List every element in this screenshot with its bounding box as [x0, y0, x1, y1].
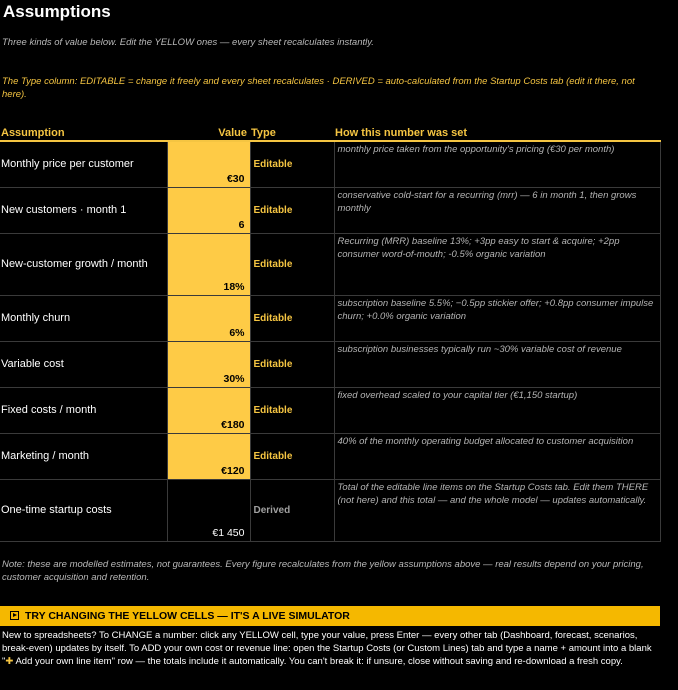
live-simulator-banner — [0, 606, 660, 626]
assumption-value-cell[interactable]: €120 — [167, 433, 250, 479]
assumption-value-cell[interactable]: 30% — [167, 341, 250, 387]
assumption-value-cell[interactable]: 18% — [167, 233, 250, 295]
assumption-name: Variable cost — [0, 341, 167, 387]
help-text-part2: Add your own line item" row — the totals include it automatically. You can't break it: if unsure, close without saving and re-download a fresh copy. — [13, 656, 623, 667]
type-column-note: The Type column: EDITABLE = change it freely and every sheet recalculates · DERIVED = auto-calculated from the Startup Costs tab (edit it there, not here). — [2, 76, 635, 100]
header-value: Value — [167, 122, 250, 141]
assumption-type: Editable — [250, 187, 334, 233]
page-title: Assumptions — [3, 2, 111, 21]
assumption-value-cell[interactable]: €180 — [167, 387, 250, 433]
assumption-type: Derived — [250, 479, 334, 541]
assumption-rationale: conservative cold-start for a recurring (mrr) — 6 in month 1, then grows monthly — [334, 187, 660, 233]
assumption-name: Fixed costs / month — [0, 387, 167, 433]
intro-text: Three kinds of value below. Edit the YELLOW ones — every sheet recalculates instantly. — [2, 37, 374, 48]
disclaimer-note: Note: these are modelled estimates, not guarantees. Every figure recalculates from the yellow assumptions above — real results depend on your pricing, customer acquisition and retention. — [2, 559, 644, 583]
banner-text: TRY CHANGING THE YELLOW CELLS — IT'S A LIVE SIMULATOR — [25, 610, 350, 622]
table-row — [0, 233, 660, 295]
header-type: Type — [250, 122, 334, 141]
assumption-value-cell: €1 450 — [167, 479, 250, 541]
table-header-row — [0, 122, 660, 141]
table-row — [0, 433, 660, 479]
assumption-name: Marketing / month — [0, 433, 167, 479]
assumption-type: Editable — [250, 141, 334, 187]
table-row — [0, 141, 660, 187]
help-instructions — [2, 629, 662, 668]
assumption-rationale: 40% of the monthly operating budget allocated to customer acquisition — [334, 433, 660, 479]
assumption-name: Monthly churn — [0, 295, 167, 341]
table-row — [0, 295, 660, 341]
assumption-type: Editable — [250, 233, 334, 295]
assumption-type: Editable — [250, 387, 334, 433]
header-how: How this number was set — [334, 122, 660, 141]
assumption-name: New customers · month 1 — [0, 187, 167, 233]
assumption-value-cell[interactable]: 6 — [167, 187, 250, 233]
assumption-type: Editable — [250, 341, 334, 387]
assumption-rationale: subscription businesses typically run ~30% variable cost of revenue — [334, 341, 660, 387]
assumption-name: One-time startup costs — [0, 479, 167, 541]
assumption-rationale: subscription baseline 5.5%; −0.5pp stickier offer; +0.8pp consumer impulse churn; +0.0% organic variation — [334, 295, 660, 341]
header-assumption: Assumption — [0, 122, 167, 141]
table-row — [0, 187, 660, 233]
assumption-rationale: Total of the editable line items on the Startup Costs tab. Edit them THERE (not here) and this total — and the whole model — updates automatically. — [334, 479, 660, 541]
assumption-type: Editable — [250, 433, 334, 479]
assumptions-table — [0, 122, 661, 542]
assumption-rationale: monthly price taken from the opportunity's pricing (€30 per month) — [334, 141, 660, 187]
assumption-name: New-customer growth / month — [0, 233, 167, 295]
assumption-value-cell[interactable]: 6% — [167, 295, 250, 341]
assumption-type: Editable — [250, 295, 334, 341]
assumption-rationale: Recurring (MRR) baseline 13%; +3pp easy to start & acquire; +2pp consumer word-of-mouth; -0.5% organic variation — [334, 233, 660, 295]
table-row — [0, 341, 660, 387]
table-row — [0, 479, 660, 541]
assumption-name: Monthly price per customer — [0, 141, 167, 187]
assumption-value-cell[interactable]: €30 — [167, 141, 250, 187]
table-row — [0, 387, 660, 433]
plus-icon: ✚ — [5, 656, 14, 667]
help-text-part1: New to spreadsheets? To CHANGE a number: click any YELLOW cell, type your value, press Enter — every other tab (Dashboard, forecast, scenarios, break-even) updates by itself. To ADD your own cost or revenue line: open the Startup Costs (or Custom Lines) tab and type a name + amount into a blank " — [2, 630, 652, 667]
play-box-icon — [10, 611, 19, 620]
assumption-rationale: fixed overhead scaled to your capital tier (€1,150 startup) — [334, 387, 660, 433]
